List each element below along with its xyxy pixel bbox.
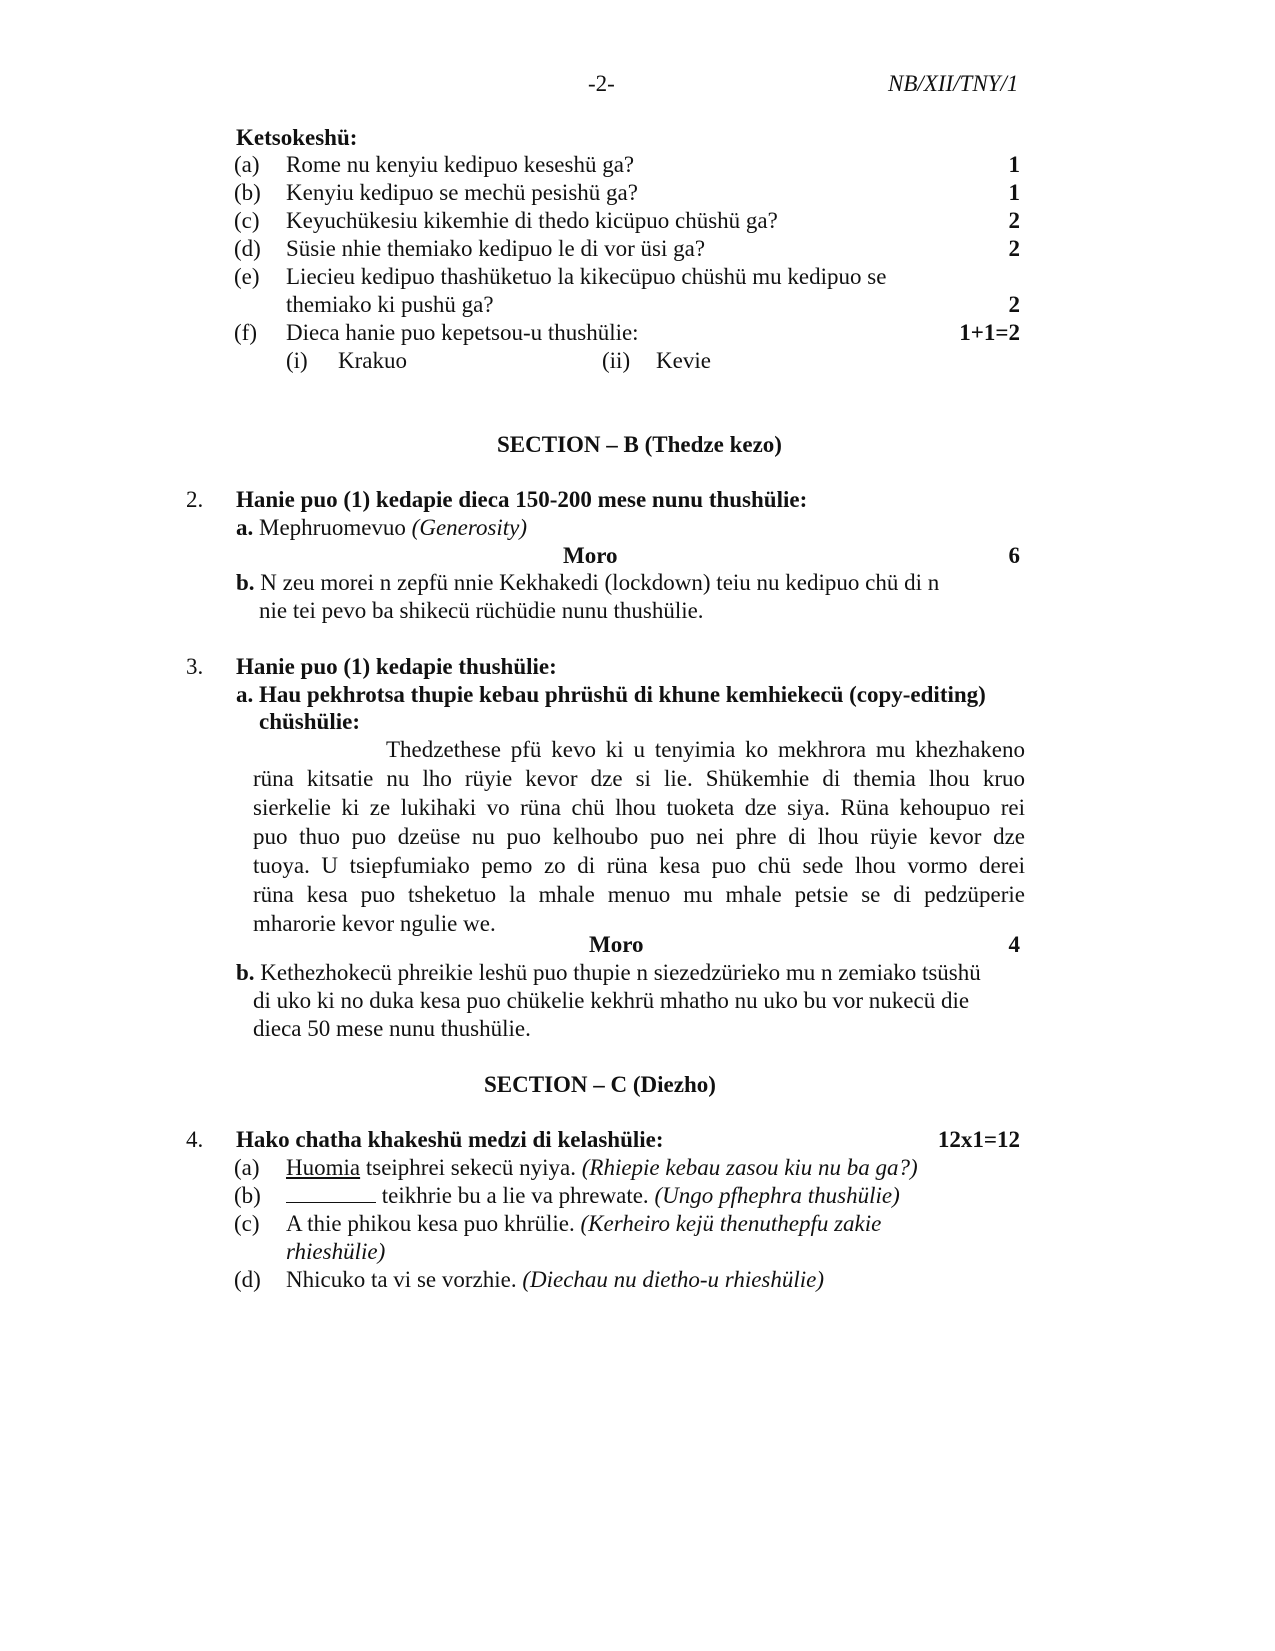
question-label: (a) <box>234 1155 260 1180</box>
q2-option-b <box>236 569 939 597</box>
option-letter: b. <box>236 960 255 985</box>
passage-line: mharorie kevor ngulie we. <box>253 911 496 936</box>
passage-line: puo thuo puo dzeüse nu puo kelhoubo puo nei phre di lhou rüyie kevor dze <box>253 824 1025 849</box>
q2-marks: 6 <box>1008 543 1020 568</box>
option-text: N zeu morei n zepfü nnie Kekhakedi (lockdown) teiu nu kedipuo chü di n <box>260 570 940 595</box>
q4-marks: 12x1=12 <box>937 1127 1020 1152</box>
q3-option-a-continued: chüshülie: <box>259 709 360 734</box>
question-label: (a) <box>234 152 260 177</box>
q4-number: 4. <box>186 1127 204 1152</box>
question-text <box>286 1210 881 1238</box>
sentence: A thie phikou kesa puo khrülie. <box>286 1211 581 1236</box>
question-label: (b) <box>234 1183 261 1208</box>
q3-moro-label: Moro <box>589 932 644 957</box>
q2-option-a <box>236 514 527 542</box>
question-marks: 2 <box>1008 236 1020 261</box>
option-letter: a. <box>236 515 254 540</box>
question-label: (b) <box>234 180 261 205</box>
option-text: Kethezhokecü phreikie leshü puo thupie n siezedzürieko mu n zemiako tsüshü <box>260 960 981 985</box>
option-translation: (Generosity) <box>411 515 528 540</box>
q3-option-b-continued: dieca 50 mese nunu thushülie. <box>253 1016 531 1041</box>
question-text: Keyuchükesiu kikemhie di thedo kicüpuo chüshü ga? <box>286 208 778 233</box>
instruction-note: (Diechau nu dietho-u rhieshülie) <box>522 1267 825 1292</box>
fill-in-blank <box>286 1182 376 1203</box>
questions-heading: Ketsokeshü: <box>236 125 358 150</box>
instruction-note: (Kerheiro kejü thenuthepfu zakie <box>580 1211 882 1236</box>
option-letter: b. <box>236 570 255 595</box>
question-text: Liecieu kedipuo thashüketuo la kikecüpuo chüshü mu kedipuo se <box>286 264 887 289</box>
q3-option-a <box>236 681 986 709</box>
question-label: (f) <box>234 320 257 345</box>
underlined-word: Huomia <box>286 1155 361 1180</box>
instruction-note: (Ungo pfhephra thushülie) <box>654 1183 900 1208</box>
passage-line: Thedzethese pfü kevo ki u tenyimia ko mekhrora mu khezhakeno <box>386 737 1025 762</box>
q2-moro-label: Moro <box>563 543 618 568</box>
question-label: (d) <box>234 236 261 261</box>
question-marks: 1+1=2 <box>959 320 1020 345</box>
question-text <box>286 1266 824 1294</box>
question-label: (c) <box>234 1211 260 1236</box>
q3-option-b-continued: di uko ki no duka kesa puo chükelie kekhrü mhatho nu uko bu vor nukecü die <box>253 988 970 1013</box>
q3-marks: 4 <box>1008 932 1020 957</box>
question-text-continued: themiako ki pushü ga? <box>286 292 494 317</box>
passage-line: sierkelie ki ze lukihaki vo rüna chü lhou tuoketa dze siya. Rüna kehoupuo rei <box>253 795 1025 820</box>
q3-option-b <box>236 959 981 987</box>
passage-line: rüna kitsatie nu lho rüyie kevor dze si lie. Shükemhie di themia lhou kruo <box>253 766 1025 791</box>
sentence: tseiphrei sekecü nyiya. <box>360 1155 582 1180</box>
q2-number: 2. <box>186 487 204 512</box>
option-letter: a. <box>236 682 254 707</box>
instruction-note: (Rhiepie kebau zasou kiu nu ba ga?) <box>581 1155 918 1180</box>
question-label: (d) <box>234 1267 261 1292</box>
section-c-title: SECTION – C (Diezho) <box>484 1072 716 1097</box>
question-label: (e) <box>234 264 260 289</box>
option-label: (ii) <box>602 348 631 373</box>
question-marks: 1 <box>1008 180 1020 205</box>
passage-line: tuoya. U tsiepfumiako pemo zo di rüna kesa puo chü sede lhou vormo derei <box>253 853 1025 878</box>
page-number: -2- <box>588 71 615 96</box>
q3-number: 3. <box>186 654 204 679</box>
question-marks: 2 <box>1008 292 1020 317</box>
instruction-note-continued: rhieshülie) <box>286 1239 386 1264</box>
question-text: Süsie nhie themiako kedipuo le di vor üsi ga? <box>286 236 706 261</box>
question-text: Kenyiu kedipuo se mechü pesishü ga? <box>286 180 638 205</box>
q3-instruction: Hanie puo (1) kedapie thushülie: <box>236 654 557 679</box>
question-marks: 1 <box>1008 152 1020 177</box>
question-text: Dieca hanie puo kepetsou-u thushülie: <box>286 320 639 345</box>
q2-option-b-continued: nie tei pevo ba shikecü rüchüdie nunu thushülie. <box>259 598 704 623</box>
sentence: Nhicuko ta vi se vorzhie. <box>286 1267 523 1292</box>
question-text <box>286 1154 918 1182</box>
question-text <box>286 1182 900 1210</box>
section-b-title: SECTION – B (Thedze kezo) <box>497 432 782 457</box>
copy-editing-passage <box>253 735 1025 938</box>
question-text: Rome nu kenyiu kedipuo keseshü ga? <box>286 152 635 177</box>
option-text: Krakuo <box>338 348 407 373</box>
option-text: Kevie <box>656 348 711 373</box>
question-marks: 2 <box>1008 208 1020 233</box>
passage-line: rüna kesa puo tsheketuo la mhale menuo mu mhale petsie se di pedzüperie <box>253 882 1025 907</box>
option-label: (i) <box>286 348 308 373</box>
option-text: Mephruomevuo <box>259 515 406 540</box>
sentence: teikhrie bu a lie va phrewate. <box>376 1183 655 1208</box>
option-text: Hau pekhrotsa thupie kebau phrüshü di khune kemhiekecü (copy-editing) <box>259 682 986 707</box>
q4-instruction: Hako chatha khakeshü medzi di kelashülie: <box>236 1127 664 1152</box>
question-label: (c) <box>234 208 260 233</box>
q2-instruction: Hanie puo (1) kedapie dieca 150-200 mese nunu thushülie: <box>236 487 808 512</box>
document-code: NB/XII/TNY/1 <box>888 71 1019 96</box>
